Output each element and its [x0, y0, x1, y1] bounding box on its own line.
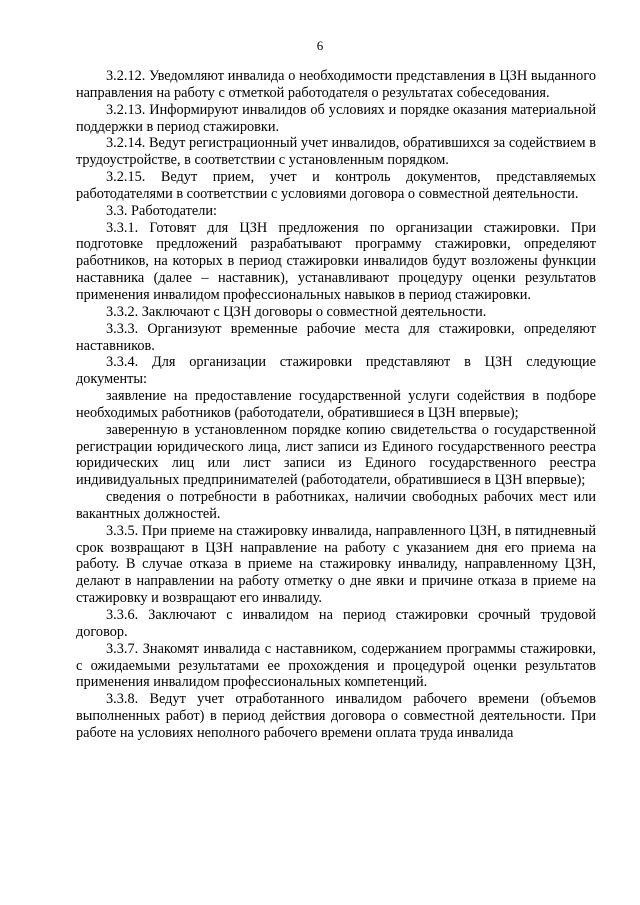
paragraph-3-3-2: 3.3.2. Заключают с ЦЗН договоры о совместной деятельности. — [106, 303, 487, 320]
document-body — [76, 68, 596, 742]
paragraph-3-3-5: 3.3.5. При приеме на стажировку инвалида, направленного ЦЗН, в пятидневный срок возвращают в ЦЗН направление на работу с указанием дня его приема на работу. В случае отказа в приеме на стажировку инвалиду, направленному ЦЗН, делают в направлении на работу отметку о дне явки и причине отказа в приеме на стажировку и возвращают его инвалиду. — [76, 522, 596, 607]
paragraph-3-3-8: 3.3.8. Ведут учет отработанного инвалидом рабочего времени (объемов выполненных работ) в период действия договора о совместной деятельности. При работе на условиях неполного рабочего времени оплата труда инвалида — [76, 691, 596, 741]
paragraph-3-3-3: 3.3.3. Организуют временные рабочие места для стажировки, определяют наставников. — [76, 320, 596, 354]
paragraph-3-2-15: 3.2.15. Ведут прием, учет и контроль документов, представляемых работодателями в соответствии с условиями договора о совместной деятельности. — [76, 169, 596, 202]
paragraph-3-3-4: 3.3.4. Для организации стажировки представляют в ЦЗН следующие документы: — [76, 354, 596, 388]
paragraph-3-3-7: 3.3.7. Знакомят инвалида с наставником, содержанием программы стажировки, с ожидаемыми результатами ее прохождения и процедурой оценки результатов применения инвалидом профессиональных компетенций. — [76, 640, 596, 691]
paragraph-3-2-13: 3.2.13. Информируют инвалидов об условиях и порядке оказания материальной поддержки в период стажировки. — [76, 101, 596, 135]
section-heading-3-3: 3.3. Работодатели: — [106, 202, 217, 219]
list-item-certificate-copy: заверенную в установленном порядке копию свидетельства о государственной регистрации юридического лица, лист записи из Единого государственного реестра юридических лиц или лист записи из Единого государственного реестра индивидуальных предпринимателей (работодатели, обратившиеся в ЦЗН впервые); — [76, 421, 596, 489]
paragraph-3-2-14: 3.2.14. Ведут регистрационный учет инвалидов, обратившихся за содействием в трудоустройстве, в соответствии с установленным порядком. — [76, 135, 596, 169]
list-item-application: заявление на предоставление государственной услуги содействия в подборе необходимых работников (работодатели, обратившиеся в ЦЗН впервые); — [76, 388, 596, 421]
list-item-staffing-needs: сведения о потребности в работниках, наличии свободных рабочих мест или вакантных должностей. — [76, 489, 596, 522]
paragraph-3-2-12: 3.2.12. Уведомляют инвалида о необходимости представления в ЦЗН выданного направления на работу с отметкой работодателя о результатах собеседования. — [76, 68, 596, 101]
paragraph-3-3-6: 3.3.6. Заключают с инвалидом на период стажировки срочный трудовой договор. — [76, 607, 596, 640]
page-number: 6 — [316, 38, 324, 53]
paragraph-3-3-1: 3.3.1. Готовят для ЦЗН предложения по организации стажировки. При подготовке предложений разрабатывают программу стажировки, определяют работников, на которых в период стажировки инвалидов будут возложены функции наставника (далее – наставник), устанавливают процедуру оценки результатов применения инвалидом профессиональных навыков в период стажировки. — [76, 219, 596, 303]
